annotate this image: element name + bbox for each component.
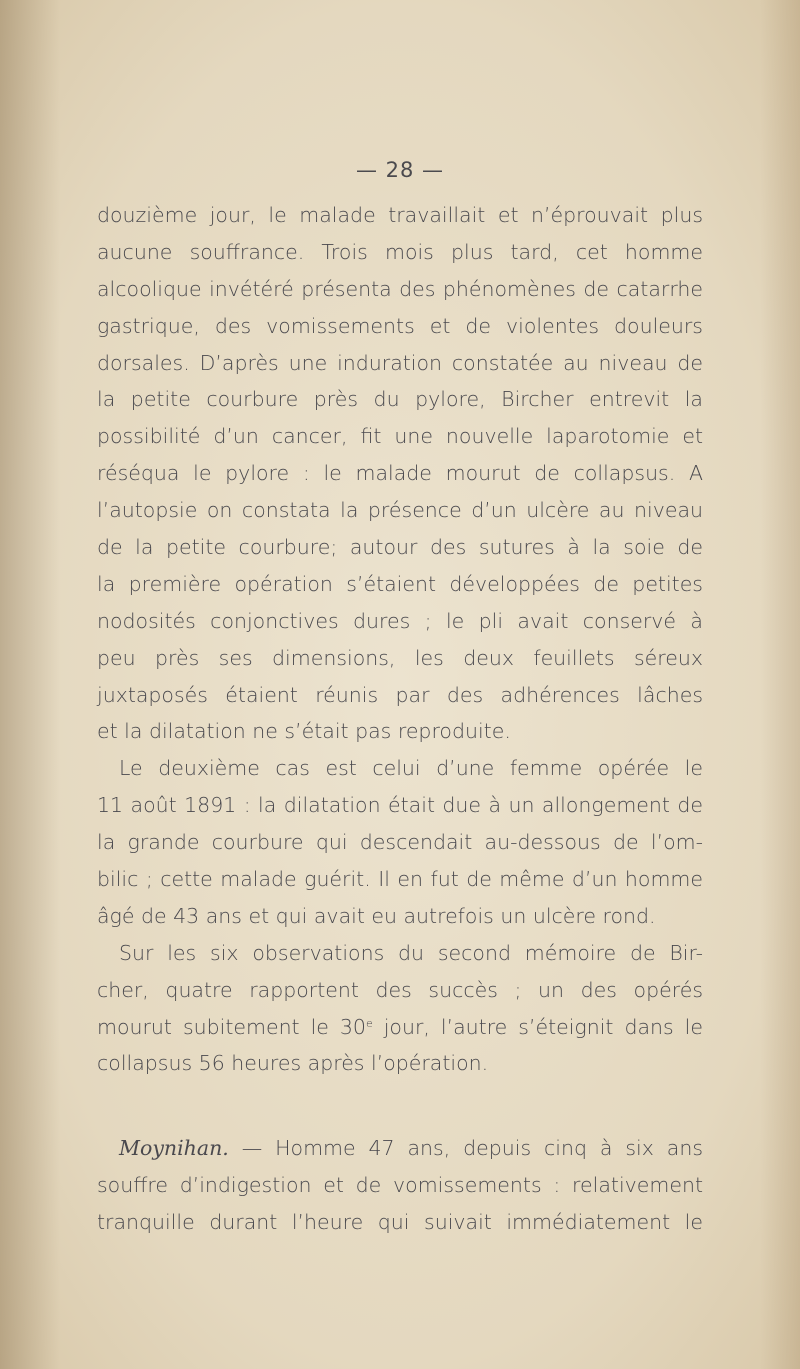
text-line: juxtaposés étaient réunis par des adhérences lâches [97,682,703,707]
text-segment: mourut subitement le 30 [97,1014,366,1039]
text-line: la petite courbure près du pylore, Bircher entrevit la [97,387,703,412]
text-line: tranquille durant l’heure qui suivait immédiatement le [97,1210,703,1235]
text-line: bilic ; cette malade guérit. Il en fut de même d’un homme [97,867,703,892]
superscript: e [365,1016,373,1030]
text-line: cher, quatre rapportent des succès ; un des opérés [97,977,703,1002]
text-line: la grande courbure qui descendait au-dessous de l’om- [97,830,703,855]
text-line: 11 août 1891 : la dilatation était due à un allongement de [97,793,703,818]
text-line: possibilité d’un cancer, fit une nouvelle laparotomie et [97,424,703,449]
text-line: et la dilatation ne s’était pas reproduite. [97,719,511,744]
text-line: collapsus 56 heures après l’opération. [97,1051,489,1076]
text-line: aucune souffrance. Trois mois plus tard, cet homme [97,239,703,264]
text-line: de la petite courbure; autour des sutures à la soie de [97,535,703,560]
page-number: — 28 — [355,158,445,182]
text-line: Sur les six observations du second mémoire de Bir- [119,940,703,965]
text-line: âgé de 43 ans et qui avait eu autrefois un ulcère rond. [97,903,656,928]
text-line [97,1130,703,1167]
author-name: Moynihan. [119,1136,229,1161]
text-line: nodosités conjonctives dures ; le pli avait conservé à [97,608,703,633]
text-line: gastrique, des vomissements et de violentes douleurs [97,313,703,338]
text-line: alcoolique invétéré présenta des phénomènes de catarrhe [97,276,703,301]
text-segment: — Homme 47 ans, depuis cinq à six ans [228,1136,703,1161]
text-line: peu près ses dimensions, les deux feuillets séreux [97,645,703,670]
text-line: dorsales. D’après une induration constatée au niveau de [97,350,703,375]
text-line [97,1009,703,1046]
text-line: réséqua le pylore : le malade mourut de collapsus. A [97,461,703,486]
text-line: l’autopsie on constata la présence d’un ulcère au niveau [97,498,703,523]
paragraph-gap [97,1082,703,1130]
text-line: souffre d’indigestion et de vomissements : relativement [97,1173,703,1198]
body-text [97,197,703,1241]
text-line: la première opération s’étaient développées de petites [97,571,703,596]
text-line: Le deuxième cas est celui d’une femme opérée le [119,756,703,781]
text-segment: jour, l’autre s’éteignit dans le [372,1014,703,1039]
text-line: douzième jour, le malade travaillait et n’éprouvait plus [97,203,703,227]
